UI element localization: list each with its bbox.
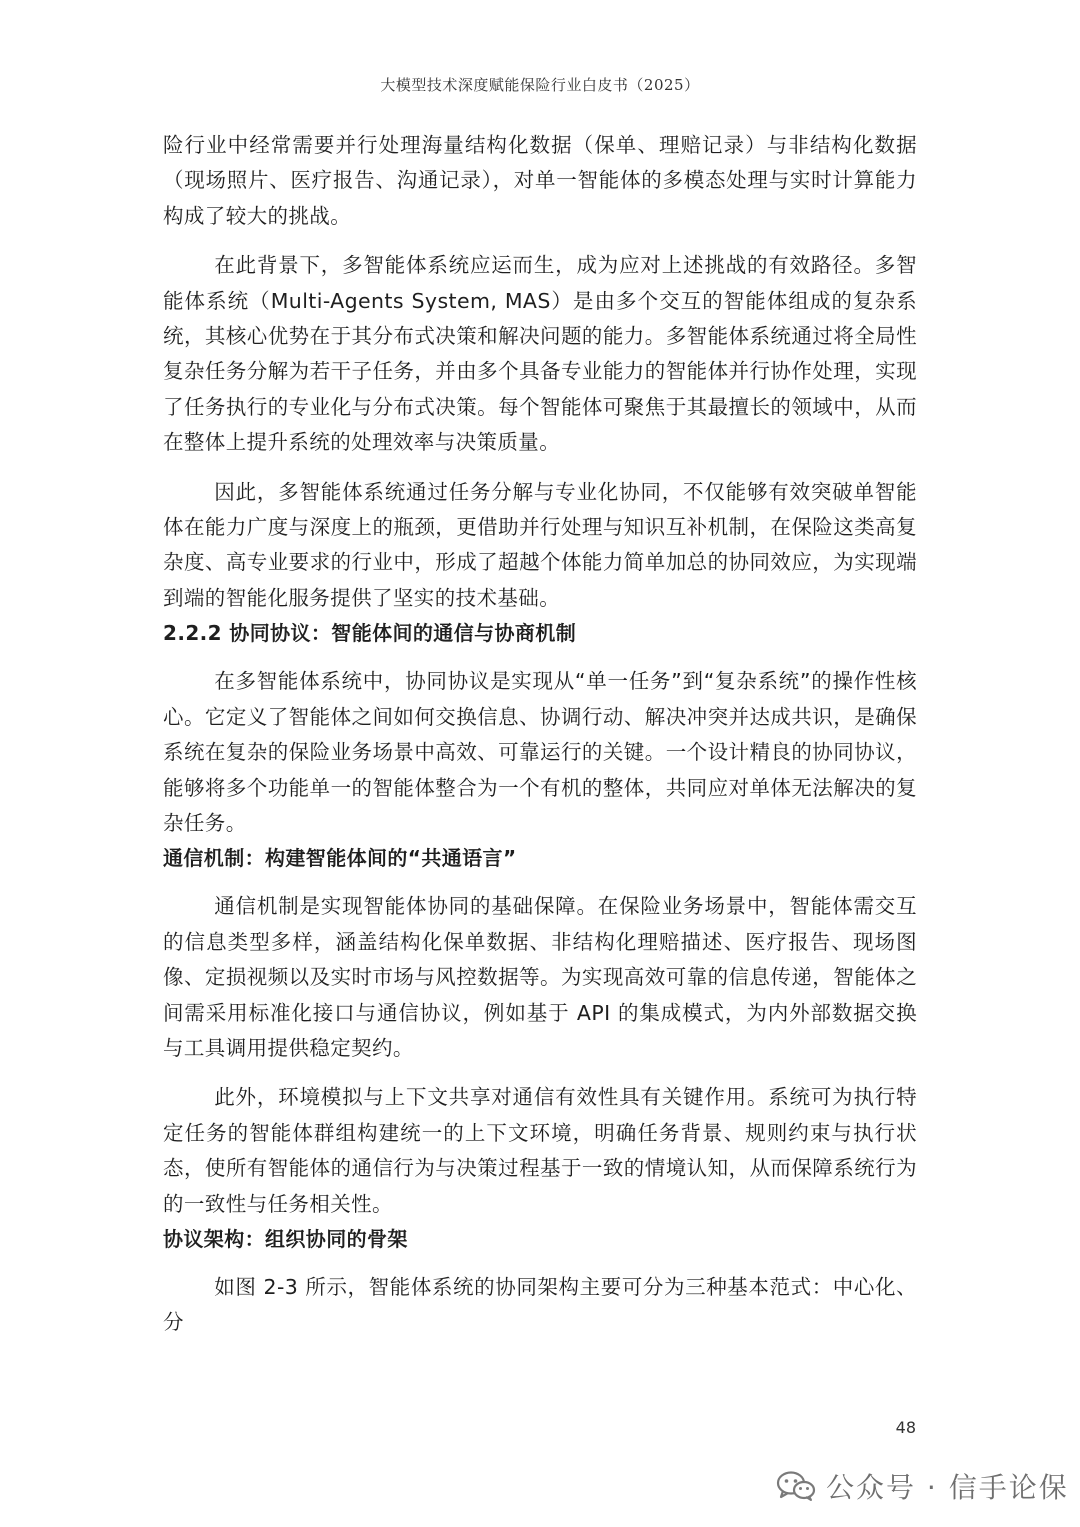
paragraph: 在多智能体系统中，协同协议是实现从“单一任务”到“复杂系统”的操作性核心。它定义了智能体之间如何交换信息、协调行动、解决冲突并达成共识，是确保系统在复杂的保险业务场景中高效、可靠运行的关键。一个设计精良的协同协议，能够将多个功能单一的智能体整合为一个有机的整体，共同应对单体无法解决的复杂任务。 (163, 669, 917, 835)
paragraph: 如图 2-3 所示，智能体系统的协同架构主要可分为三种基本范式：中心化、分 (163, 1274, 917, 1335)
paragraph: 在此背景下，多智能体系统应运而生，成为应对上述挑战的有效路径。多智能体系统（Multi-Agents System, MAS）是由多个交互的智能体组成的复杂系统，其核心优势在于其分布式决策和解决问题的能力。多智能体系统通过将全局性复杂任务分解为若干子任务，并由多个具备专业能力的智能体并行协作处理，实现了任务执行的专业化与分布式决策。每个智能体可聚焦于其最擅长的领域中，从而在整体上提升系统的处理效率与决策质量。 (163, 253, 917, 455)
document-body (163, 128, 917, 1341)
watermark-text: 公众号 · 信手论保 (826, 1471, 1069, 1504)
wechat-icon (776, 1470, 816, 1502)
subsection-heading: 协议架构：组织协同的骨架 (163, 1226, 408, 1251)
paragraph: 通信机制是实现智能体协同的基础保障。在保险业务场景中，智能体需交互的信息类型多样，涵盖结构化保单数据、非结构化理赔描述、医疗报告、现场图像、定损视频以及实时市场与风控数据等。为实现高效可靠的信息传递，智能体之间需采用标准化接口与通信协议，例如基于 API 的集成模式，为内外部数据交换与工具调用提供稳定契约。 (163, 894, 917, 1060)
section-heading: 2.2.2 协同协议：智能体间的通信与协商机制 (163, 621, 577, 646)
paragraph: 险行业中经常需要并行处理海量结构化数据（保单、理赔记录）与非结构化数据（现场照片、医疗报告、沟通记录），对单一智能体的多模态处理与实时计算能力构成了较大的挑战。 (163, 133, 917, 228)
subsection-heading: 通信机制：构建智能体间的“共通语言” (163, 846, 517, 871)
paragraph: 因此，多智能体系统通过任务分解与专业化协同，不仅能够有效突破单智能体在能力广度与深度上的瓶颈，更借助并行处理与知识互补机制，在保险这类高复杂度、高专业要求的行业中，形成了超越个体能力简单加总的协同效应，为实现端到端的智能化服务提供了坚实的技术基础。 (163, 479, 917, 610)
watermark (776, 1466, 1069, 1506)
paragraph: 此外，环境模拟与上下文共享对通信有效性具有关键作用。系统可为执行特定任务的智能体群组构建统一的上下文环境，明确任务背景、规则约束与执行状态，使所有智能体的通信行为与决策过程基于一致的情境认知，从而保障系统行为的一致性与任务相关性。 (163, 1085, 917, 1216)
page-number: 48 (895, 1418, 916, 1437)
document-header: 大模型技术深度赋能保险行业白皮书（2025） (380, 76, 700, 94)
